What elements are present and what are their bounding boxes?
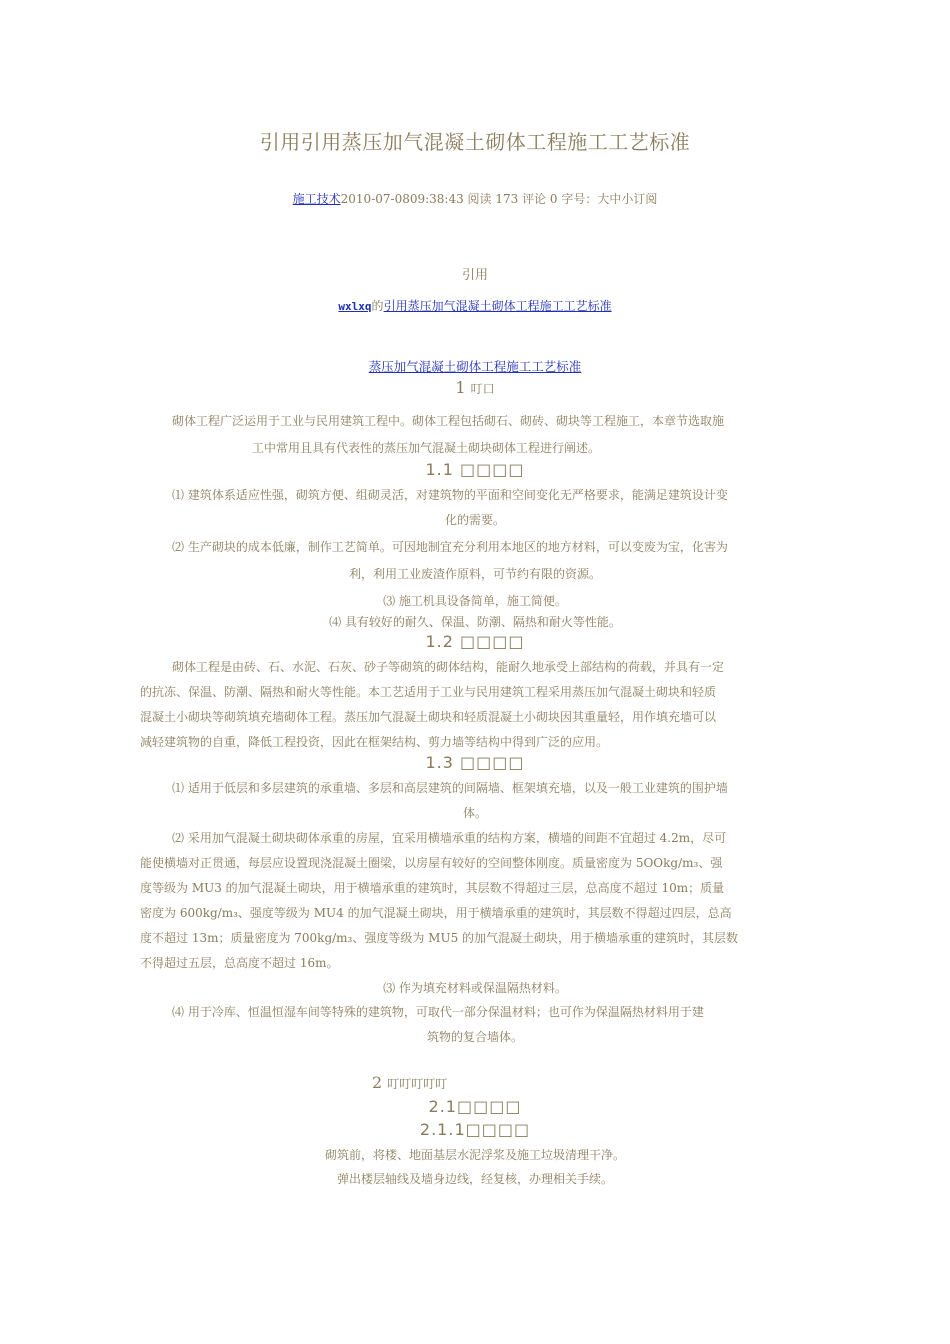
- s1-2-para-line-2: 的抗冻、保温、防潮、隔热和耐火等性能。本工艺适用于工业与民用建筑工程采用蒸压加气混凝土砌块和轻质: [140, 685, 717, 699]
- reference-article-link[interactable]: 引用蒸压加气混凝土砌体工程施工工艺标准: [383, 299, 612, 313]
- s1-1-item-3: ⑶ 施工机具设备简单，施工简便。: [383, 594, 567, 608]
- section-1-number: 1: [455, 378, 466, 397]
- post-meta: [0, 190, 950, 207]
- section-2-title: 叮叮叮叮叮: [387, 1077, 448, 1091]
- s1-1-item-4: ⑷ 具有较好的耐久、保温、防潮、隔热和耐火等性能。: [329, 615, 621, 629]
- section-2-number: 2: [372, 1073, 383, 1092]
- s1-1-item-2-line-1: ⑵ 生产砌块的成本低廉，制作工艺简单。可因地制宜充分利用本地区的地方材料，可以变废为宝，化害为: [172, 540, 728, 554]
- section-2-1-1-heading: 2.1.1□□□□: [419, 1120, 531, 1139]
- s1-3-item-4-line-1: ⑷ 用于冷库、恒温恒湿车间等特殊的建筑物，可取代一部分保温材料；也可作为保温隔热材料用于建: [172, 1005, 704, 1019]
- s1-2-para-line-4: 减轻建筑物的自重，降低工程投资，因此在框架结构、剪力墙等结构中得到广泛的应用。: [140, 735, 609, 749]
- s1-1-item-2-line-2: 利，利用工业废渣作原料，可节约有限的资源。: [348, 567, 601, 581]
- section-2-1-heading: 2.1□□□□: [428, 1097, 522, 1116]
- s1-3-item-3: ⑶ 作为填充材料或保温隔热材料。: [383, 981, 567, 995]
- reference-line: [0, 297, 950, 314]
- reference-user-link[interactable]: wxlxq: [338, 300, 372, 313]
- s1-3-item-2-line-4: 密度为 600kg/m₃、强度等级为 MU4 的加气混凝土砌块，用于横墙承重的建筑时，其层数不得超过四层，总高: [140, 906, 732, 920]
- section-1-intro-line-2: 工中常用且具有代表性的蒸压加气混凝土砌块砌体工程进行阐述。: [252, 441, 601, 455]
- s1-2-para-line-1: 砌体工程是由砖、石、水泥、石灰、砂子等砌筑的砌体结构，能耐久地承受上部结构的荷载，并具有一定: [172, 660, 725, 674]
- reference-connector: 的: [371, 299, 384, 313]
- s2-1-1-item-2: 弹出楼层轴线及墙身边线，经复核，办理相关手续。: [336, 1172, 613, 1186]
- s1-3-item-2-line-5: 度不超过 13m；质量密度为 700kg/m₃、强度等级为 MU5 的加气混凝土砌块，用于横墙承重的建筑时，其层数: [140, 931, 739, 945]
- post-info: 2010-07-0809:38:43 阅读 173 评论 0 字号：大中小订阅: [340, 192, 658, 206]
- s2-1-1-item-1: 砌筑前，将楼、地面基层水泥浮浆及施工垃圾清理干净。: [324, 1148, 625, 1162]
- section-1-heading: [0, 378, 950, 397]
- section-2-heading: [372, 1073, 447, 1092]
- section-1-2-heading: 1.2 □□□□: [425, 632, 525, 651]
- section-1-intro-line-1: 砌体工程广泛运用于工业与民用建筑工程中。砌体工程包括砌石、砌砖、砌块等工程施工，本章节选取施: [172, 414, 725, 428]
- s1-1-item-1-line-1: ⑴ 建筑体系适应性强，砌筑方便、组砌灵活，对建筑物的平面和空间变化无严格要求，能满足建筑设计变: [172, 488, 728, 502]
- s1-3-item-2-line-6: 不得超过五层，总高度不超过 16m。: [140, 956, 339, 970]
- s1-3-item-2-line-1: ⑵ 采用加气混凝土砌块砌体承重的房屋，宜采用横墙承重的结构方案，横墙的间距不宜超过 4.2m，尽可: [172, 831, 727, 845]
- document-title-link[interactable]: 蒸压加气混凝土砌体工程施工工艺标准: [368, 359, 582, 374]
- category-link[interactable]: 施工技术: [292, 192, 341, 206]
- section-1-3-heading: 1.3 □□□□: [425, 753, 525, 772]
- s1-3-item-1-line-2: 体。: [462, 806, 487, 820]
- s1-1-item-1-line-2: 化的需要。: [444, 513, 505, 527]
- section-1-1-heading: 1.1 □□□□: [425, 460, 525, 479]
- s1-2-para-line-3: 混凝土小砌块等砌筑填充墙砌体工程。蒸压加气混凝土砌块和轻质混凝土小砌块因其重量轻，用作填充墙可以: [140, 710, 717, 724]
- s1-3-item-2-line-3: 度等级为 MU3 的加气混凝土砌块，用于横墙承重的建筑时，其层数不得超过三层，总高度不超过 10m；质量: [140, 881, 725, 895]
- reference-label: 引用: [461, 268, 488, 283]
- section-1-title: 叮口: [470, 382, 495, 396]
- document-title-link-row: [0, 357, 950, 375]
- s1-3-item-1-line-1: ⑴ 适用于低层和多层建筑的承重墙、多层和高层建筑的间隔墙、框架填充墙，以及一般工业建筑的围护墙: [172, 781, 728, 795]
- s1-3-item-4-line-2: 筑物的复合墙体。: [426, 1030, 523, 1044]
- s1-3-item-2-line-2: 能使横墙对正贯通，每层应设置现浇混凝土圈梁，以房屋有较好的空间整体刚度。质量密度为 5OOkg/m₃、强: [140, 856, 723, 870]
- page-title: 引用引用蒸压加气混凝土砌体工程施工工艺标准: [259, 130, 691, 154]
